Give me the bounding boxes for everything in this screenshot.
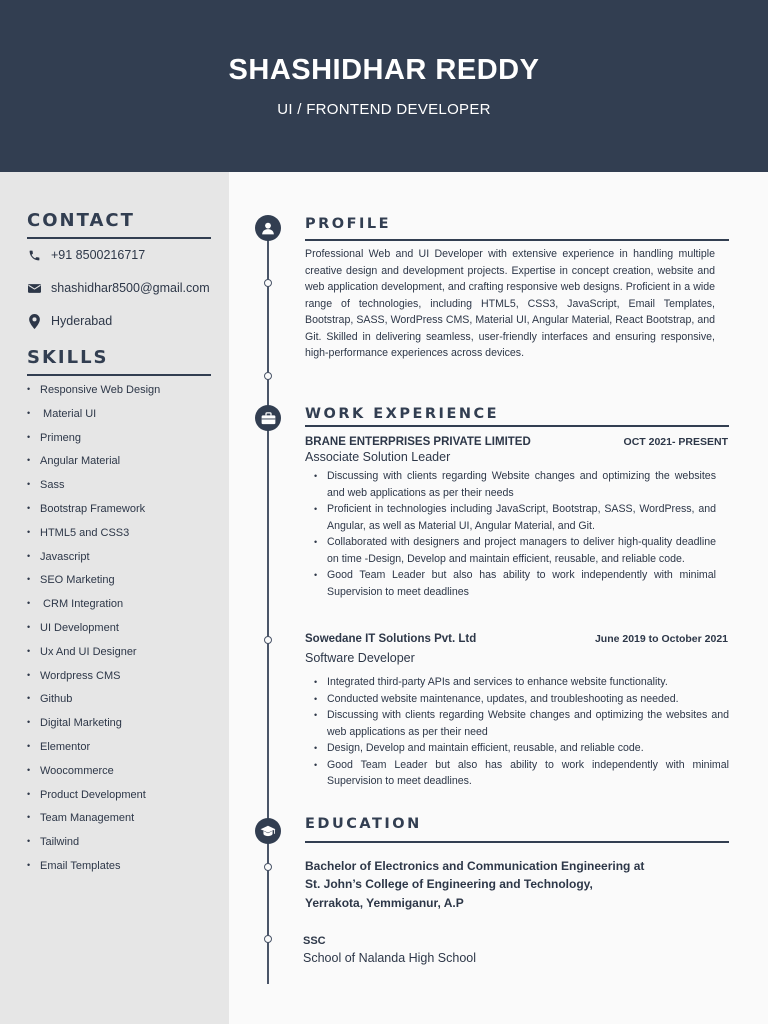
- skill-item: [27, 453, 160, 477]
- bullet-icon: •: [27, 669, 31, 680]
- bullet-icon: •: [27, 836, 31, 847]
- bullet-icon: •: [27, 574, 31, 585]
- job-company: BRANE ENTERPRISES PRIVATE LIMITED: [305, 436, 531, 448]
- skill-label: Sass: [40, 479, 65, 492]
- skill-label: Elementor: [40, 740, 91, 753]
- graduation-cap-icon: [255, 818, 281, 844]
- skill-label: Javascript: [40, 550, 90, 563]
- email-address[interactable]: shashidhar8500@gmail.com: [51, 281, 210, 295]
- skill-label: Github: [40, 693, 73, 706]
- envelope-icon: [27, 281, 41, 295]
- job-duty-item: [314, 691, 729, 708]
- bullet-icon: •: [314, 504, 318, 514]
- timeline-dot: [264, 279, 272, 287]
- skill-item: [27, 810, 160, 834]
- degree-line: St. John’s College of Engineering and Technology,: [305, 877, 593, 891]
- skill-item: [27, 763, 160, 787]
- timeline-dot: [264, 935, 272, 943]
- skill-label: HTML5 and CSS3: [40, 526, 130, 539]
- work-experience-divider: [305, 425, 729, 427]
- bullet-icon: •: [27, 384, 31, 394]
- contact-email: [27, 279, 210, 297]
- job-duty-text: Discussing with clients regarding Website changes and optimizing the websites and web applications as per their needs: [327, 470, 716, 499]
- skill-item: [27, 549, 160, 573]
- job-duty-text: Good Team Leader but also has ability to work independently with minimal Supervision to meet deadlines: [327, 569, 716, 598]
- location-text: Hyderabad: [51, 314, 113, 328]
- skill-label: Woocommerce: [40, 764, 114, 777]
- contact-phone: [27, 246, 145, 264]
- resume-header: [0, 0, 768, 172]
- bullet-icon: •: [314, 471, 318, 481]
- bullet-icon: •: [314, 759, 318, 770]
- timeline-dot: [264, 636, 272, 644]
- degree-line: Yerrakota, Yemmiganur, A.P: [305, 896, 464, 910]
- skills-list: [27, 382, 160, 882]
- skill-label: Email Templates: [40, 859, 121, 872]
- bullet-icon: •: [27, 455, 31, 466]
- job-duty-text: Proficient in technologies including JavaScript, Bootstrap, SASS, WordPress, and Angular, as well as Material UI, Angular Material, and Git.: [327, 503, 716, 532]
- bullet-icon: •: [27, 859, 31, 870]
- bullet-icon: •: [27, 740, 31, 751]
- profile-divider: [305, 239, 729, 241]
- skill-item: [27, 620, 160, 644]
- skill-label: CRM Integration: [40, 598, 124, 611]
- job-duties-list: [314, 674, 729, 790]
- job-duty-text: Discussing with clients regarding Website changes and optimizing the websites and web applications as per their need: [327, 709, 729, 738]
- bullet-icon: •: [27, 550, 31, 561]
- job-duty-text: Collaborated with designers and project managers to deliver high-quality deadline on time -Design, Develop and maintain efficient, reusable, and reliable code.: [327, 536, 716, 565]
- bullet-icon: •: [27, 764, 31, 775]
- timeline-dot: [264, 372, 272, 380]
- bullet-icon: •: [27, 693, 31, 704]
- bullet-icon: •: [27, 598, 31, 609]
- skill-label: Tailwind: [40, 836, 80, 849]
- job-duty-item: [314, 707, 729, 740]
- main-content: [229, 172, 768, 1024]
- skill-item: [27, 834, 160, 858]
- job-duty-text: Conducted website maintenance, updates, and troubleshooting as needed.: [327, 692, 679, 705]
- bullet-icon: •: [27, 645, 31, 656]
- skill-item: [27, 668, 160, 692]
- bullet-icon: •: [314, 570, 318, 580]
- skill-item: [27, 691, 160, 715]
- ssc-label: SSC: [303, 935, 326, 947]
- job-duty-item: [314, 757, 729, 790]
- bullet-icon: •: [27, 431, 31, 442]
- job-company: Sowedane IT Solutions Pvt. Ltd: [305, 633, 477, 645]
- contact-divider: [27, 237, 211, 239]
- skill-item: [27, 739, 160, 763]
- bullet-icon: •: [314, 677, 318, 687]
- job-duty-text: Design, Develop and maintain efficient, reusable, and reliable code.: [327, 742, 644, 754]
- profile-heading: PROFILE: [305, 216, 392, 232]
- bullet-icon: •: [27, 502, 31, 513]
- job-dates: OCT 2021- PRESENT: [623, 436, 728, 448]
- job-duties-list: [314, 468, 716, 600]
- skill-item: [27, 572, 160, 596]
- job-title: Associate Solution Leader: [305, 450, 451, 464]
- job-title: Software Developer: [305, 651, 415, 665]
- job-duty-item: [314, 567, 716, 600]
- bullet-icon: •: [27, 717, 31, 728]
- skills-heading: SKILLS: [27, 347, 109, 368]
- phone-icon: [27, 248, 41, 262]
- job-duty-text: Good Team Leader but also has ability to work independently with minimal Supervision to meet deadlines.: [327, 758, 729, 787]
- job-duty-text: Integrated third-party APIs and services to enhance website functionality.: [327, 676, 668, 688]
- bullet-icon: •: [27, 479, 31, 490]
- bullet-icon: •: [27, 788, 31, 799]
- skills-divider: [27, 374, 211, 376]
- bullet-icon: •: [27, 812, 31, 823]
- job-duty-item: [314, 534, 716, 567]
- skill-label: SEO Marketing: [40, 574, 115, 587]
- education-divider: [305, 841, 729, 843]
- skill-label: Material UI: [40, 407, 97, 420]
- skill-label: Digital Marketing: [40, 717, 122, 730]
- skill-item: [27, 501, 160, 525]
- skill-label: UI Development: [40, 621, 119, 634]
- work-experience-heading: WORK EXPERIENCE: [305, 406, 500, 422]
- skill-item: [27, 382, 160, 406]
- skill-item: [27, 596, 160, 620]
- skill-label: Ux And UI Designer: [40, 645, 137, 658]
- contact-heading: CONTACT: [27, 210, 135, 231]
- skill-label: Bootstrap Framework: [40, 502, 146, 515]
- skill-label: Product Development: [40, 788, 146, 801]
- profile-summary: Professional Web and UI Developer with extensive experience in handling multiple creative design and development projects. Expertise in concept creation, website and web application development, and crafting responsive web designs. Proficient in a wide range of technologies, including HTML5, CSS3, JavaScript, Email Templates, Bootstrap, SASS, WordPress CMS, Material UI, Angular Material, React Bootstrap, and Git. Skilled in delivering seamless, user-friendly interfaces and ensuring responsive, high-performance experiences across devices.: [305, 248, 715, 359]
- bullet-icon: •: [314, 693, 318, 704]
- skill-label: Angular Material: [40, 455, 121, 468]
- user-icon: [255, 215, 281, 241]
- candidate-name: SHASHIDHAR REDDY: [228, 54, 540, 86]
- bullet-icon: •: [27, 526, 31, 537]
- job-duty-item: [314, 674, 729, 691]
- job-duty-item: [314, 740, 729, 757]
- ssc-school: School of Nalanda High School: [303, 951, 477, 965]
- skill-label: Primeng: [40, 431, 81, 444]
- skill-item: [27, 430, 160, 454]
- skill-item: [27, 715, 160, 739]
- skill-item: [27, 787, 160, 811]
- skill-item: [27, 477, 160, 501]
- bullet-icon: •: [27, 621, 31, 632]
- education-heading: EDUCATION: [305, 816, 422, 832]
- bullet-icon: •: [27, 407, 31, 418]
- bullet-icon: •: [314, 537, 318, 547]
- skill-label: Team Management: [40, 812, 135, 825]
- skill-item: [27, 858, 160, 882]
- degree-line: Bachelor of Electronics and Communication Engineering at: [305, 859, 645, 873]
- skill-label: Responsive Web Design: [40, 384, 161, 396]
- skill-item: [27, 406, 160, 430]
- bullet-icon: •: [314, 710, 318, 720]
- skill-item: [27, 644, 160, 668]
- map-pin-icon: [27, 314, 41, 328]
- bullet-icon: •: [314, 743, 318, 753]
- job-duty-item: [314, 501, 716, 534]
- timeline-dot: [264, 863, 272, 871]
- contact-location: [27, 312, 112, 330]
- candidate-role: UI / FRONTEND DEVELOPER: [277, 101, 491, 118]
- briefcase-icon: [255, 405, 281, 431]
- job-duty-item: [314, 468, 716, 501]
- phone-number[interactable]: +91 8500216717: [51, 248, 146, 262]
- skill-item: [27, 525, 160, 549]
- sidebar: [0, 172, 229, 1024]
- job-dates: June 2019 to October 2021: [594, 633, 728, 645]
- skill-label: Wordpress CMS: [40, 669, 121, 682]
